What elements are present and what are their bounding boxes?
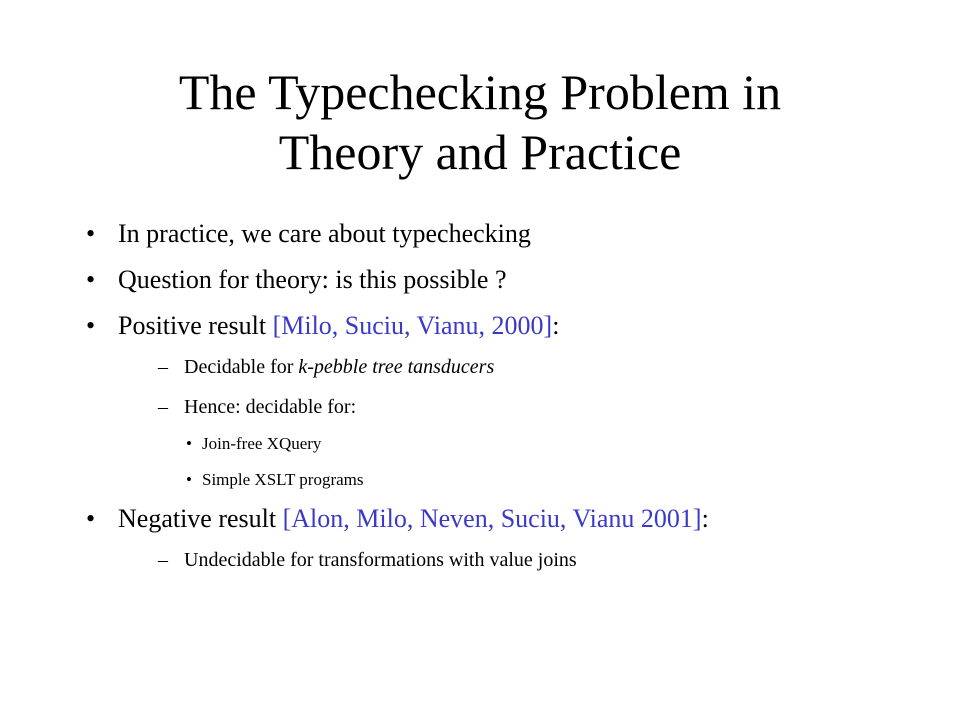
bullet-item-practice bbox=[86, 218, 786, 250]
bullet-marker: • bbox=[86, 311, 96, 340]
bullet-marker: • bbox=[86, 265, 96, 294]
sub-item-hence bbox=[158, 394, 758, 420]
bullet-marker: • bbox=[86, 219, 96, 248]
sub-item-undecidable bbox=[158, 547, 858, 573]
slide-title-line-1: The Typechecking Problem in bbox=[178, 64, 782, 120]
bullet-text-prefix: Positive result bbox=[118, 311, 273, 340]
sub-sub-item-text: Join-free XQuery bbox=[202, 434, 322, 453]
dash-marker: – bbox=[158, 356, 168, 378]
sub-item-text: Undecidable for transformations with value joins bbox=[184, 549, 577, 571]
sub-item-text bbox=[158, 354, 494, 380]
citation: [Milo, Suciu, Vianu, 2000] bbox=[272, 311, 553, 340]
bullet-marker: • bbox=[186, 470, 192, 489]
bullet-text-prefix: Negative result bbox=[118, 504, 283, 533]
bullet-text: In practice, we care about typechecking bbox=[118, 219, 531, 248]
bullet-item-question bbox=[86, 264, 786, 296]
sub-item-text-prefix: Decidable for bbox=[184, 356, 299, 378]
citation: [Alon, Milo, Neven, Suciu, Vianu 2001] bbox=[282, 504, 702, 533]
bullet-marker: • bbox=[86, 504, 96, 533]
bullet-text-suffix: : bbox=[701, 504, 709, 533]
emphasized-text: k-pebble tree tansducers bbox=[298, 356, 495, 378]
sub-sub-item-text: Simple XSLT programs bbox=[202, 470, 364, 489]
bullet-marker: • bbox=[186, 434, 192, 453]
bullet-text-suffix: : bbox=[552, 311, 560, 340]
bullet-text: Question for theory: is this possible ? bbox=[118, 265, 507, 294]
sub-sub-item-join-free-xquery bbox=[186, 433, 686, 455]
sub-item-text: Hence: decidable for: bbox=[184, 396, 357, 418]
bullet-item-negative-result bbox=[86, 503, 886, 535]
sub-sub-item-simple-xslt bbox=[186, 469, 686, 491]
bullet-item-positive-result bbox=[86, 310, 846, 342]
slide-title-line-2: Theory and Practice bbox=[278, 124, 682, 180]
sub-item-decidable bbox=[158, 354, 758, 380]
dash-marker: – bbox=[158, 396, 168, 418]
bullet-text bbox=[118, 310, 559, 342]
bullet-text bbox=[118, 503, 709, 535]
dash-marker: – bbox=[158, 549, 168, 571]
